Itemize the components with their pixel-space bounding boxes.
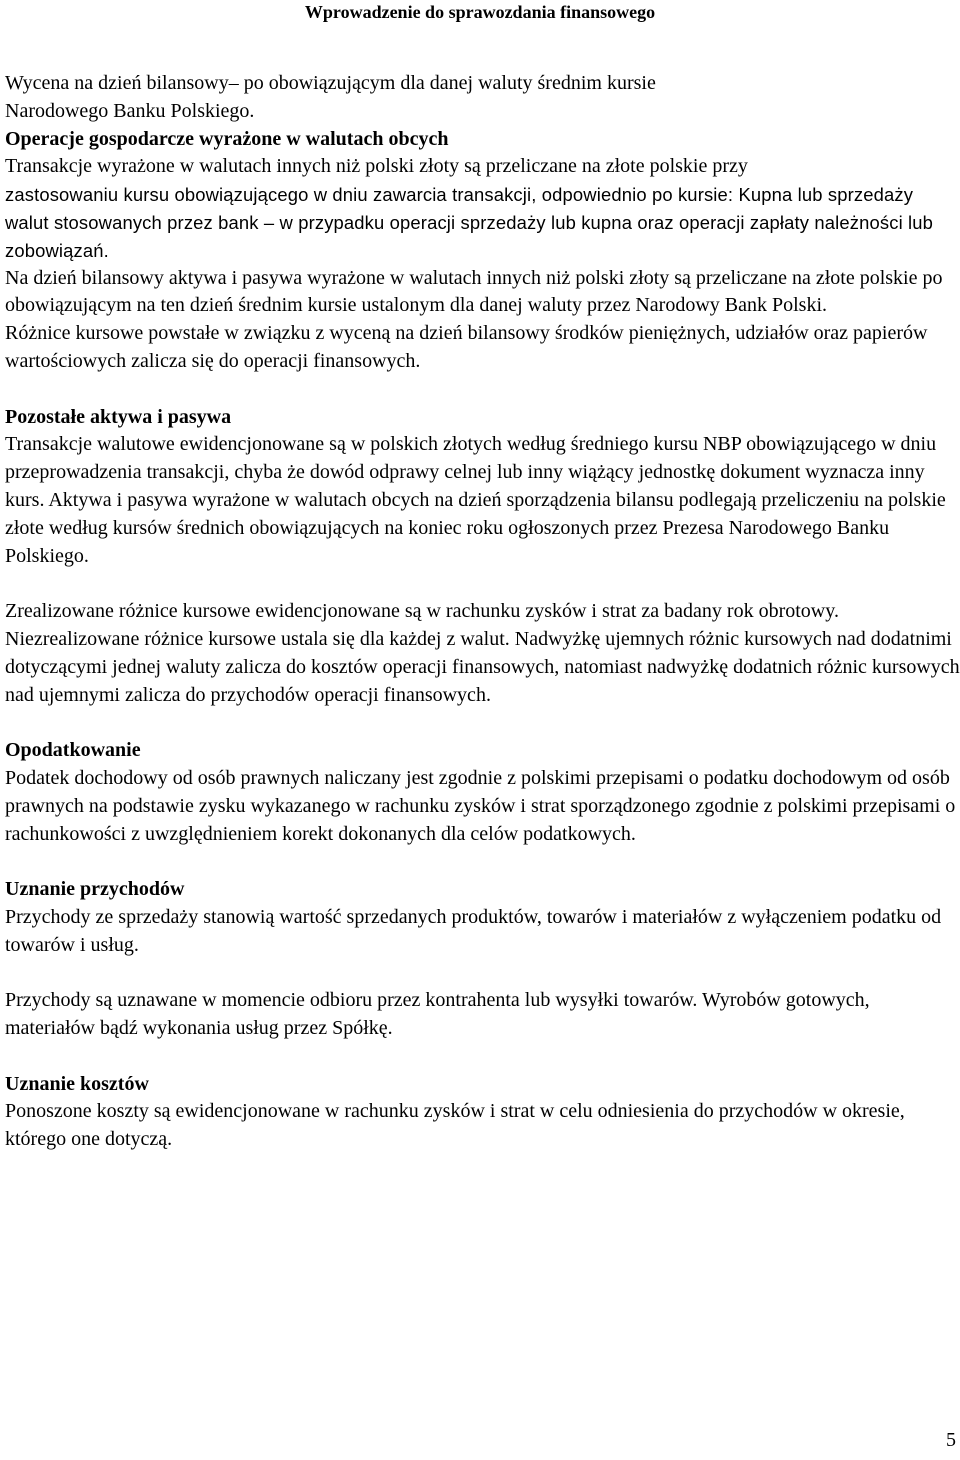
paragraph-exchange-differences: Różnice kursowe powstałe w związku z wyceną na dzień bilansowy środków pieniężnych, udziałów oraz papierów wartościowych zalicza się do operacji finansowych. bbox=[5, 322, 928, 372]
heading-taxation: Opodatkowanie bbox=[5, 739, 141, 762]
spacer bbox=[5, 709, 960, 737]
document-body bbox=[5, 70, 960, 1154]
heading-other-assets-liabilities: Pozostałe aktywa i pasywa bbox=[5, 405, 232, 428]
page-number: 5 bbox=[946, 1429, 956, 1451]
section-taxation bbox=[5, 737, 960, 848]
paragraph-conversion: Transakcje wyrażone w walutach innych niż polski złoty są przeliczane na złote polskie przy bbox=[5, 155, 748, 178]
paragraph-conversion-rates: zastosowaniu kursu obowiązującego w dniu zawarcia transakcji, odpowiednio po kursie: Kupna lub sprzedaży walut stosowanych przez bank – w przypadku operacji sprzedaży lub kupna oraz operacji zapłaty należności lub zobowiązań. bbox=[5, 184, 934, 261]
section-other-assets-liabilities bbox=[5, 404, 960, 710]
spacer bbox=[5, 848, 960, 876]
valuation-line-1: Wycena na dzień bilansowy– po obowiązującym dla danej waluty średnim kursie bbox=[5, 72, 656, 94]
valuation-line-2: Narodowego Banku Polskiego. bbox=[5, 99, 255, 122]
paragraph-income-tax: Podatek dochodowy od osób prawnych naliczany jest zgodnie z polskimi przepisami o podatku dochodowym od osób prawnych na podstawie zysku wykazanego w rachunku zysków i strat sporządzonego zgodnie z polskimi przepisami o rachunkowości z uwzględnieniem korekt dokonanych dla celów podatkowych. bbox=[5, 766, 956, 845]
paragraph-sales-revenue: Przychody ze sprzedaży stanowią wartość sprzedanych produktów, towarów i materiałów z wyłączeniem podatku od towarów i usług. bbox=[5, 905, 942, 956]
section-revenue-recognition bbox=[5, 876, 960, 1043]
heading-revenue-recognition: Uznanie przychodów bbox=[5, 878, 185, 901]
paragraph-costs: Ponoszone koszty są ewidencjonowane w rachunku zysków i strat w celu odniesienia do przychodów w okresie, którego one dotyczą. bbox=[5, 1100, 905, 1151]
heading-foreign-currency-operations: Operacje gospodarcze wyrażone w walutach obcych bbox=[5, 127, 449, 150]
spacer bbox=[5, 960, 960, 988]
paragraph-realized-differences: Zrealizowane różnice kursowe ewidencjonowane są w rachunku zysków i strat za badany rok obrotowy. Niezrealizowane różnice kursowe ustala się dla każdej z walut. Nadwyżkę ujemnych różnic kursowych nad dodatnimi dotyczącymi jednej waluty zalicza do kosztów operacji finansowych, natomiast nadwyżkę dodatnich różnic kursowych nad ujemnymi zalicza do przychodów operacji finansowych. bbox=[5, 600, 960, 706]
spacer bbox=[5, 376, 960, 404]
paragraph-balance-day-valuation: Na dzień bilansowy aktywa i pasywa wyrażone w walutach innych niż polski złoty są przeliczane na złote polskie po obowiązującym na ten dzień średnim kursie ustalonym dla danej waluty przez Narodowy Bank Polski. bbox=[5, 266, 943, 317]
spacer bbox=[5, 570, 960, 598]
heading-cost-recognition: Uznanie kosztów bbox=[5, 1072, 149, 1095]
section-cost-recognition bbox=[5, 1071, 960, 1154]
paragraph-currency-transactions: Transakcje walutowe ewidencjonowane są w polskich złotych według średniego kursu NBP obowiązującego w dniu przeprowadzenia transakcji, chyba że dowód odprawy celnej lub inny wiążący jednostkę dokument wyznacza inny kurs. Aktywa i pasywa wyrażone w walutach obcych na dzień sporządzenia bilansu podlegają przeliczeniu na polskie złote według kursów średnich obowiązujących na koniec roku ogłoszonych przez Prezesa Narodowego Banku Polskiego. bbox=[5, 433, 946, 567]
spacer bbox=[5, 1043, 960, 1071]
section-currency-operations bbox=[5, 70, 960, 376]
document-header: Wprowadzenie do sprawozdania finansowego bbox=[304, 2, 656, 22]
paragraph-revenue-timing: Przychody są uznawane w momencie odbioru przez kontrahenta lub wysyłki towarów. Wyrobów gotowych, materiałów bądź wykonania usług przez Spółkę. bbox=[5, 989, 870, 1040]
